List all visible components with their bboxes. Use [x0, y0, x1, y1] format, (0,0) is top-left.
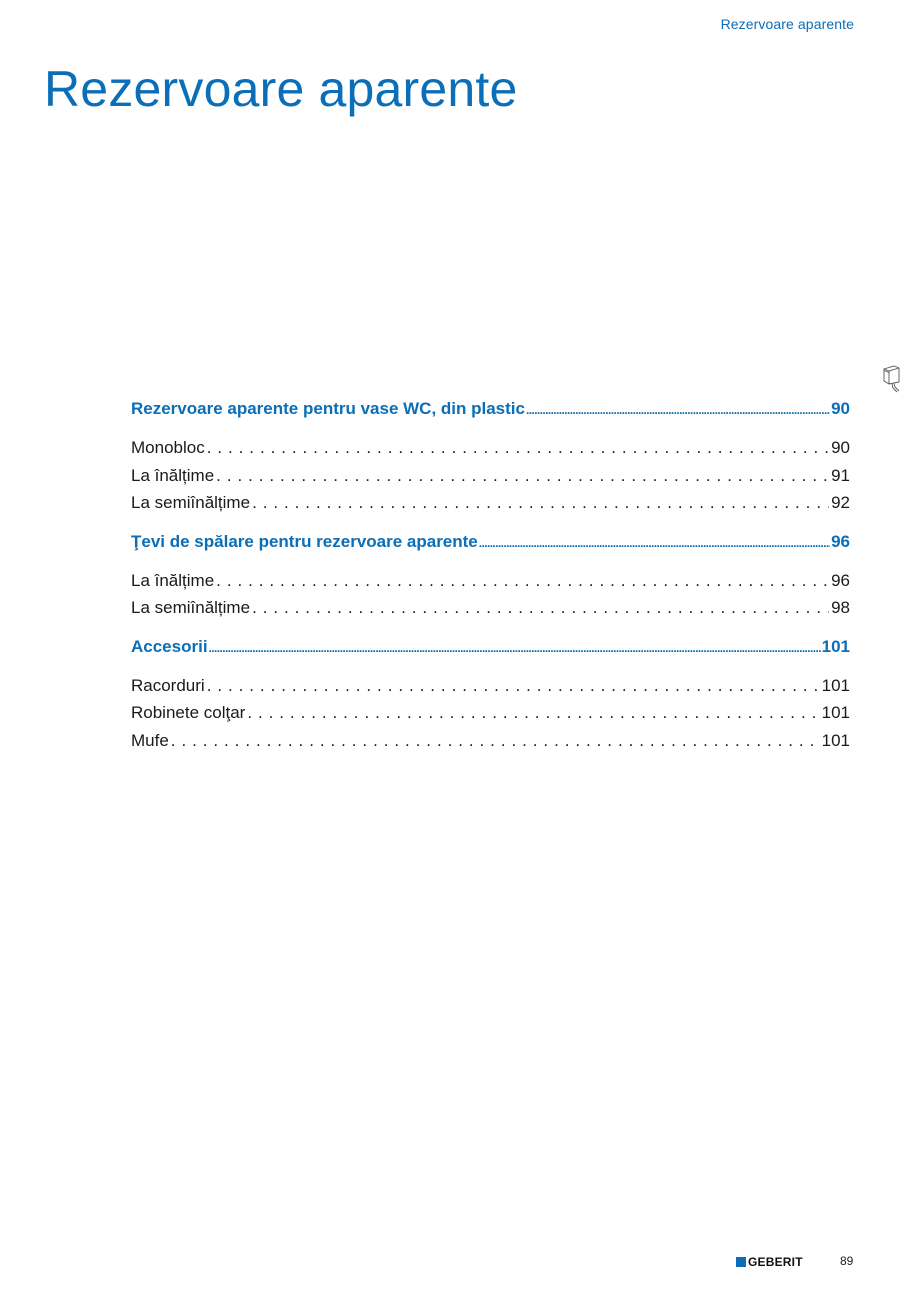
dot-leader [252, 594, 829, 622]
logo-square-icon [736, 1257, 746, 1267]
toc-section-title: Rezervoare aparente pentru vase WC, din plastic [131, 399, 525, 418]
toc-entry-label: Mufe [131, 730, 169, 750]
dot-leader [216, 462, 829, 490]
toc-entry[interactable] [131, 434, 850, 462]
toc-section-page: 90 [831, 399, 850, 418]
toc-entry-page: 96 [831, 570, 850, 590]
toc-section-page: 101 [821, 636, 850, 656]
toc-entry-page: 98 [831, 598, 850, 617]
toc-group [131, 531, 850, 622]
toc-entry[interactable] [131, 594, 850, 622]
dot-leader [207, 672, 820, 700]
dot-leader [252, 489, 829, 517]
dot-leader [171, 727, 820, 755]
toc-entry-label: Racorduri [131, 675, 205, 695]
page-number: 89 [840, 1254, 854, 1268]
toc-section-page: 96 [831, 531, 850, 551]
toc-entry-page: 91 [831, 465, 850, 485]
brand-logo [736, 1255, 803, 1269]
toc-entry[interactable] [131, 567, 850, 595]
wall-cistern-icon [880, 364, 904, 394]
toc-entry[interactable] [131, 699, 850, 727]
toc-section-title: Accesorii [131, 636, 208, 656]
toc-entry-page: 101 [821, 675, 850, 695]
dot-leader [526, 399, 830, 421]
dot-leader [247, 699, 819, 727]
dot-leader [209, 637, 821, 659]
toc-entry[interactable] [131, 727, 850, 755]
toc-section-heading[interactable] [131, 398, 850, 421]
toc-entry-label: La înălțime [131, 570, 215, 590]
toc-entry-page: 101 [821, 730, 850, 750]
toc-entry-label: La înălțime [131, 465, 215, 485]
toc-entry-page: 101 [821, 703, 850, 722]
toc-section-heading[interactable] [131, 531, 850, 554]
toc-section-title: Ţevi de spălare pentru rezervoare aparente [131, 531, 478, 551]
toc-entry-label: La semiînălțime [131, 598, 251, 617]
toc-entry-page: 92 [831, 493, 850, 512]
toc-group [131, 398, 850, 517]
brand-name: GEBERIT [748, 1255, 803, 1269]
toc-entry-page: 90 [831, 438, 850, 457]
dot-leader [216, 567, 829, 595]
toc-section-heading[interactable] [131, 636, 850, 659]
dot-leader [479, 532, 830, 554]
toc-group [131, 636, 850, 755]
page-title: Rezervoare aparente [44, 61, 518, 117]
toc-entry-label: Monobloc [131, 438, 205, 457]
toc-entry-label: La semiînălțime [131, 493, 251, 512]
toc-entry-label: Robinete colţar [131, 703, 246, 722]
toc-entry[interactable] [131, 462, 850, 490]
running-header: Rezervoare aparente [720, 16, 854, 32]
toc-entry[interactable] [131, 672, 850, 700]
table-of-contents [131, 398, 850, 768]
toc-entry[interactable] [131, 489, 850, 517]
dot-leader [207, 434, 829, 462]
